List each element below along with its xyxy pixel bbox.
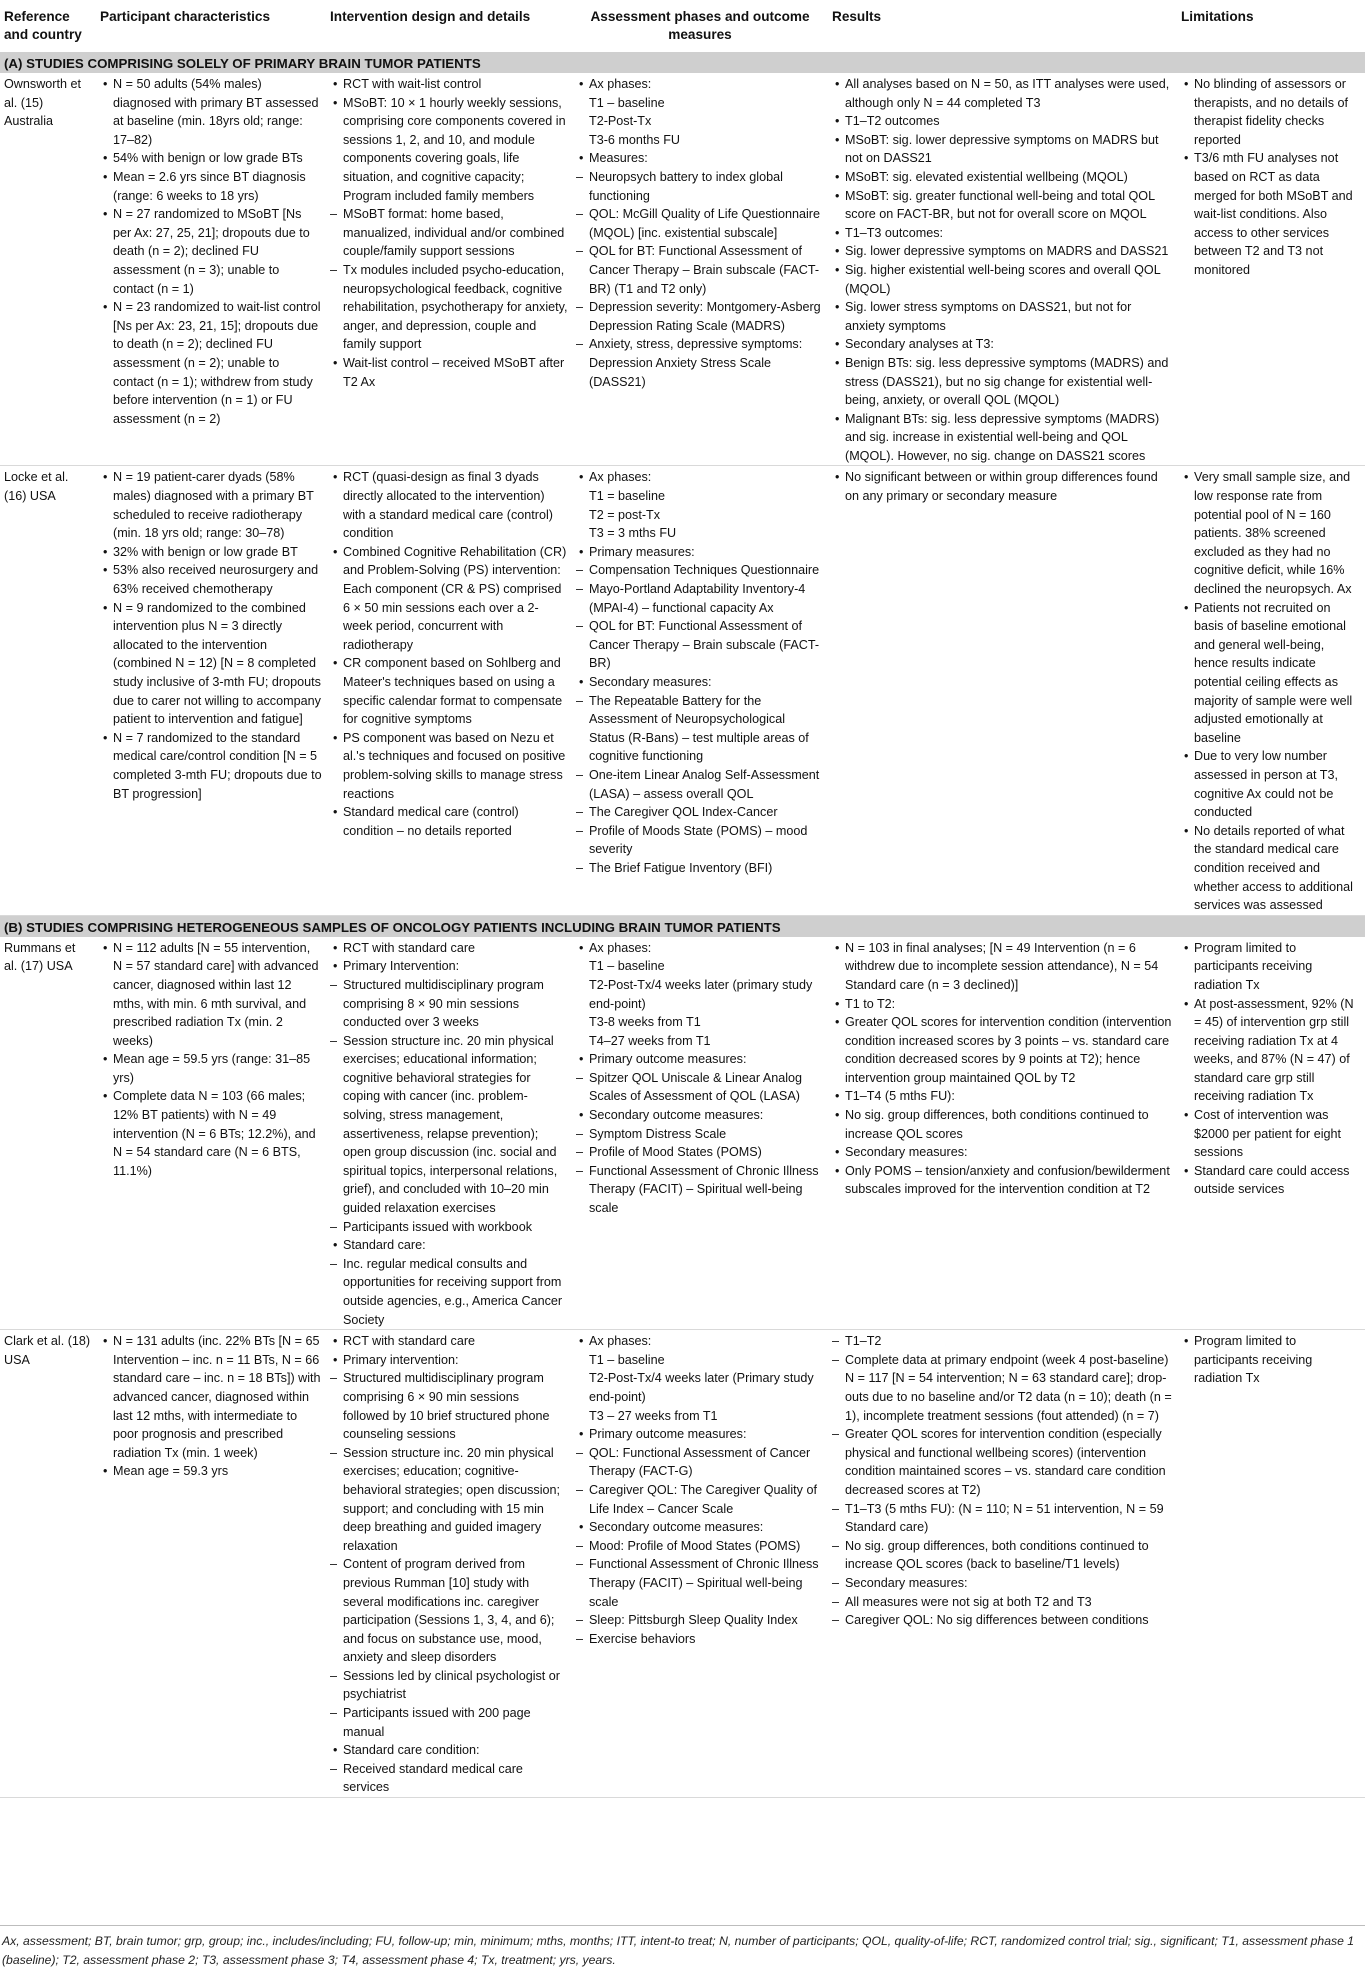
list-item: • Wait-list control – received MSoBT after T2 Ax <box>330 354 568 391</box>
list-item: • Very small sample size, and low response rate from potential pool of N = 160 patients. 38% screened excluded as they had no cognitive deficit, while 16% declined the neuropsych. Ax <box>1181 468 1361 598</box>
cell-list <box>100 1332 322 1481</box>
list-item: – QOL for BT: Functional Assessment of Cancer Therapy – Brain subscale (FACT-BR) <box>576 617 824 673</box>
study-row <box>0 1330 1365 1798</box>
assessment-cell <box>572 1330 828 1798</box>
list-item: • 54% with benign or low grade BTs <box>100 149 322 168</box>
list-item: • N = 103 in final analyses; [N = 49 Intervention (n = 6 withdrew due to incomplete session attendance), N = 54 Standard care (n = 3 declined)] <box>832 939 1173 995</box>
list-item: – Structured multidisciplinary program comprising 6 × 90 min sessions followed by 10 brief structured phone counseling sessions <box>330 1369 568 1443</box>
list-item: • T3/6 mth FU analyses not based on RCT as data merged for both MSoBT and wait-list conditions. Also access to other services between T2 and T3 not monitored <box>1181 149 1361 279</box>
list-item: • N = 9 randomized to the combined intervention plus N = 3 directly allocated to the intervention (combined N = 12) [N = 8 completed study inclusive of 3-mth FU; dropouts due to carer not willing to accompany patient to intervention and fatigue] <box>100 599 322 729</box>
list-item: – Session structure inc. 20 min physical exercises; educational information; cognitive behavioral strategies for coping with cancer (inc. problem-solving, stress management, assertiveness, relapse prevention); open group discussion (inc. social and spiritual topics, interpersonal relations, grief), and concluded with 10–20 min guided relaxation exercises <box>330 1032 568 1218</box>
list-item: • MSoBT: 10 × 1 hourly weekly sessions, comprising core components covered in sessions 1, 2, and 10, and module components covering goals, life situation, and cognitive capacity; Program included family members <box>330 94 568 206</box>
list-item: • Complete data N = 103 (66 males; 12% BT patients) with N = 49 intervention (N = 6 BTs; 12.2%), and N = 54 standard care (N = 6 BTS, 11.1%) <box>100 1087 322 1180</box>
list-item: • PS component was based on Nezu et al.'s techniques and focused on positive problem-solving skills to manage stress reactions <box>330 729 568 803</box>
list-item: – Profile of Mood States (POMS) <box>576 1143 824 1162</box>
list-item: – The Caregiver QOL Index-Cancer <box>576 803 824 822</box>
list-item: • Mean age = 59.5 yrs (range: 31–85 yrs) <box>100 1050 322 1087</box>
participants-cell <box>96 466 326 915</box>
list-item: – Mood: Profile of Mood States (POMS) <box>576 1537 824 1556</box>
list-item: – Functional Assessment of Chronic Illness Therapy (FACIT) – Spiritual well-being scale <box>576 1555 824 1611</box>
cell-list <box>576 1332 824 1648</box>
list-item: • Sig. higher existential well-being scores and overall QOL (MQOL) <box>832 261 1173 298</box>
list-item: – Sleep: Pittsburgh Sleep Quality Index <box>576 1611 824 1630</box>
list-item: • Standard medical care (control) condition – no details reported <box>330 803 568 840</box>
list-item: – Mayo-Portland Adaptability Inventory-4 (MPAI-4) – functional capacity Ax <box>576 580 824 617</box>
list-item: – Neuropsych battery to index global functioning <box>576 168 824 205</box>
list-item: • Secondary outcome measures: <box>576 1106 824 1125</box>
list-item: – Participants issued with 200 page manual <box>330 1704 568 1741</box>
intervention-cell <box>326 937 572 1330</box>
list-item: • All analyses based on N = 50, as ITT analyses were used, although only N = 44 completed T3 <box>832 75 1173 112</box>
list-item: • Standard care: <box>330 1236 568 1255</box>
header-intervention: Intervention design and details <box>330 9 531 24</box>
list-item: • T1–T3 outcomes: <box>832 224 1173 243</box>
list-item: – Sessions led by clinical psychologist or psychiatrist <box>330 1667 568 1704</box>
list-item: • Primary measures: <box>576 543 824 562</box>
cell-list <box>576 939 824 1218</box>
list-item: • Mean age = 59.3 yrs <box>100 1462 322 1481</box>
list-item: • T1 to T2: <box>832 995 1173 1014</box>
list-item: • Secondary analyses at T3: <box>832 335 1173 354</box>
list-item: • RCT with wait-list control <box>330 75 568 94</box>
cell-list <box>100 75 322 428</box>
list-item: • T1–T4 (5 mths FU): <box>832 1087 1173 1106</box>
cell-list <box>330 939 568 1329</box>
intervention-cell <box>326 466 572 915</box>
limitations-cell <box>1177 466 1365 915</box>
cell-list <box>330 75 568 391</box>
study-row <box>0 466 1365 915</box>
cell-list <box>832 75 1173 465</box>
list-item: T1 – baseline <box>589 1352 665 1367</box>
assessment-cell <box>572 73 828 466</box>
list-item: • MSoBT: sig. greater functional well-being and total QOL score on FACT-BR, but not for overall score on MQOL <box>832 187 1173 224</box>
list-item: • No significant between or within group differences found on any primary or secondary measure <box>832 468 1173 505</box>
list-item: • Primary outcome measures: <box>576 1050 824 1069</box>
list-item: – MSoBT format: home based, manualized, individual and/or combined couple/family support sessions <box>330 205 568 261</box>
list-item: • Primary Intervention: <box>330 957 568 976</box>
list-item: – Secondary measures: <box>832 1574 1173 1593</box>
ref-cell: Ownsworth et al. (15) Australia <box>0 73 96 466</box>
table-header <box>0 0 1365 52</box>
cell-list <box>330 1332 568 1797</box>
limitations-cell <box>1177 937 1365 1330</box>
list-item: – Profile of Moods State (POMS) – mood severity <box>576 822 824 859</box>
list-item: – No sig. group differences, both conditions continued to increase QOL scores (back to baseline/T1 levels) <box>832 1537 1173 1574</box>
section-a-title: (A) STUDIES COMPRISING SOLELY OF PRIMARY BRAIN TUMOR PATIENTS <box>0 52 1365 73</box>
list-item: – T1–T3 (5 mths FU): (N = 110; N = 51 intervention, N = 59 Standard care) <box>832 1500 1173 1537</box>
list-item: – Participants issued with workbook <box>330 1218 568 1237</box>
list-item: – Complete data at primary endpoint (week 4 post-baseline) N = 117 [N = 54 intervention; N = 63 standard care]; drop-outs due to no baseline and/or T2 data (n = 10); death (n = 1), incomplete treatment sessions (fout attended) (n = 7) <box>832 1351 1173 1425</box>
list-item: • 53% also received neurosurgery and 63% received chemotherapy <box>100 561 322 598</box>
list-item: • Sig. lower depressive symptoms on MADRS and DASS21 <box>832 242 1173 261</box>
list-item: – T1–T2 <box>832 1332 1173 1351</box>
section-b-row <box>0 915 1365 937</box>
intervention-cell <box>326 73 572 466</box>
header-row <box>0 0 1365 52</box>
list-item: • 32% with benign or low grade BT <box>100 543 322 562</box>
list-item: • Malignant BTs: sig. less depressive symptoms (MADRS) and sig. increase in existential well-being and QOL (MQOL). However, no sig. change on DASS21 scores <box>832 410 1173 466</box>
list-item: – Session structure inc. 20 min physical exercises; education; cognitive-behavioral strategies; open discussion; support; and concluding with 15 min deep breathing and guided imagery relaxation <box>330 1444 568 1556</box>
header-participants: Participant characteristics <box>100 9 271 24</box>
list-item: – Caregiver QOL: The Caregiver Quality of Life Index – Cancer Scale <box>576 1481 824 1518</box>
list-item: • Ax phases: <box>576 75 824 94</box>
list-item: – Compensation Techniques Questionnaire <box>576 561 824 580</box>
list-item: • Patients not recruited on basis of baseline emotional and general well-being, hence results indicate potential ceiling effects as majority of sample were well adjusted emotionally at baseline <box>1181 599 1361 748</box>
results-cell <box>828 466 1177 915</box>
list-item: • Combined Cognitive Rehabilitation (CR) and Problem-Solving (PS) intervention: Each component (CR & PS) comprised 6 × 50 min sessions each over a 2-week period, concurrent with radiotherapy <box>330 543 568 655</box>
list-item: • N = 7 randomized to the standard medical care/control condition [N = 5 completed 3-mth FU; dropouts due to BT progression] <box>100 729 322 803</box>
list-item: – Depression severity: Montgomery-Asberg Depression Rating Scale (MADRS) <box>576 298 824 335</box>
list-item: • No details reported of what the standard medical care condition received and whether access to additional services was assessed <box>1181 822 1361 915</box>
list-item: – Inc. regular medical consults and opportunities for receiving support from outside agencies, e.g., America Cancer Society <box>330 1255 568 1329</box>
list-item: • Primary outcome measures: <box>576 1425 824 1444</box>
list-item: • Program limited to participants receiving radiation Tx <box>1181 1332 1361 1388</box>
list-item: • At post-assessment, 92% (N = 45) of intervention grp still receiving radiation Tx at 4 weeks, and 87% (N = 47) of standard care grp still receiving radiation Tx <box>1181 995 1361 1107</box>
list-item: – The Brief Fatigue Inventory (BFI) <box>576 859 824 878</box>
list-item: – QOL for BT: Functional Assessment of Cancer Therapy – Brain subscale (FACT-BR) (T1 and T2 only) <box>576 242 824 298</box>
header-results: Results <box>832 9 882 24</box>
list-item: – All measures were not sig at both T2 and T3 <box>832 1593 1173 1612</box>
list-item: • Program limited to participants receiving radiation Tx <box>1181 939 1361 995</box>
participants-cell <box>96 937 326 1330</box>
cell-list <box>330 468 568 840</box>
cell-list <box>100 939 322 1181</box>
header-limitations: Limitations <box>1181 9 1254 24</box>
list-item: • RCT with standard care <box>330 1332 568 1351</box>
list-item: • N = 112 adults [N = 55 intervention, N = 57 standard care] with advanced cancer, diagnosed within last 12 mths, with min. 6 mth survival, and prescribed radiation Tx (min. 2 weeks) <box>100 939 322 1051</box>
cell-list <box>100 468 322 803</box>
list-item: • Ax phases: <box>576 468 824 487</box>
list-item: – Spitzer QOL Uniscale & Linear Analog Scales of Assessment of QOL (LASA) <box>576 1069 824 1106</box>
list-item: • N = 50 adults (54% males) diagnosed with primary BT assessed at baseline (min. 18yrs old; range: 17–82) <box>100 75 322 149</box>
footnote-divider <box>0 1925 1365 1926</box>
list-item: • Sig. lower stress symptoms on DASS21, but not for anxiety symptoms <box>832 298 1173 335</box>
list-item: • Mean = 2.6 yrs since BT diagnosis (range: 6 weeks to 18 yrs) <box>100 168 322 205</box>
list-item: T4–27 weeks from T1 <box>589 1033 711 1048</box>
study-row <box>0 73 1365 466</box>
cell-list <box>1181 939 1361 1199</box>
limitations-cell <box>1177 73 1365 466</box>
cell-list <box>576 75 824 391</box>
list-item: T3 = 3 mths FU <box>589 526 677 541</box>
list-item: • N = 27 randomized to MSoBT [Ns per Ax: 27, 25, 21]; dropouts due to death (n = 2); declined FU assessment (n = 3); unable to contact (n = 1) <box>100 205 322 298</box>
ref-cell: Clark et al. (18) USA <box>0 1330 96 1798</box>
list-item: • Ax phases: <box>576 939 824 958</box>
list-item: T2 = post-Tx <box>589 507 661 522</box>
section-b-title: (B) STUDIES COMPRISING HETEROGENEOUS SAMPLES OF ONCOLOGY PATIENTS INCLUDING BRAIN TUMOR PATIENTS <box>0 915 1365 937</box>
results-cell <box>828 937 1177 1330</box>
list-item: • Secondary outcome measures: <box>576 1518 824 1537</box>
list-item: • CR component based on Sohlberg and Mateer's techniques based on using a specific calendar format to compensate for cognitive symptoms <box>330 654 568 728</box>
table-footnote: Ax, assessment; BT, brain tumor; grp, group; inc., includes/including; FU, follow-up; min, minimum; mths, months; ITT, intent-to treat; N, number of participants; QOL, quality-of-life; RCT, randomized control trial; sig., significant; T1, assessment phase 1 (baseline); T2, assessment phase 2; T3, assessment phase 3; T4, assessment phase 4; Tx, treatment; yrs, years. <box>2 1934 1355 1967</box>
list-item: T1 – baseline <box>589 95 665 110</box>
study-row <box>0 937 1365 1330</box>
list-item: T3-8 weeks from T1 <box>589 1015 701 1030</box>
list-item: • Due to very low number assessed in person at T3, cognitive Ax could not be conducted <box>1181 747 1361 821</box>
list-item: – Received standard medical care services <box>330 1760 568 1797</box>
cell-list <box>1181 75 1361 280</box>
list-item: T2-Post-Tx <box>589 114 652 129</box>
list-item: • Primary intervention: <box>330 1351 568 1370</box>
participants-cell <box>96 1330 326 1798</box>
limitations-cell <box>1177 1330 1365 1798</box>
cell-list <box>832 1332 1173 1630</box>
list-item: • Only POMS – tension/anxiety and confusion/bewilderment subscales improved for the intervention condition at T2 <box>832 1162 1173 1199</box>
results-cell <box>828 1330 1177 1798</box>
list-item: – Caregiver QOL: No sig differences between conditions <box>832 1611 1173 1630</box>
list-item: – QOL: McGill Quality of Life Questionnaire (MQOL) [inc. existential subscale] <box>576 205 824 242</box>
list-item: • T1–T2 outcomes <box>832 112 1173 131</box>
list-item: – QOL: Functional Assessment of Cancer Therapy (FACT-G) <box>576 1444 824 1481</box>
intervention-cell <box>326 1330 572 1798</box>
list-item: • N = 19 patient-carer dyads (58% males) diagnosed with a primary BT scheduled to receive radiotherapy (min. 18 yrs old; range: 30–78) <box>100 468 322 542</box>
list-item: – Tx modules included psycho-education, neuropsychological feedback, cognitive rehabilitation, psychotherapy for anxiety, anger, and depression, couple and family support <box>330 261 568 354</box>
ref-cell: Locke et al. (16) USA <box>0 466 96 915</box>
list-item: • Secondary measures: <box>576 673 824 692</box>
list-item: – Functional Assessment of Chronic Illness Therapy (FACIT) – Spiritual well-being scale <box>576 1162 824 1218</box>
list-item: • Measures: <box>576 149 824 168</box>
list-item: • Standard care condition: <box>330 1741 568 1760</box>
list-item: T2-Post-Tx/4 weeks later (Primary study end-point) <box>589 1371 814 1404</box>
assessment-cell <box>572 466 828 915</box>
list-item: • Standard care could access outside services <box>1181 1162 1361 1199</box>
header-assessment: Assessment phases and outcome measures <box>590 9 810 42</box>
list-item: • RCT with standard care <box>330 939 568 958</box>
list-item: • Benign BTs: sig. less depressive symptoms (MADRS) and stress (DASS21), but no sig change for existential well-being, anxiety, or overall QOL (MQOL) <box>832 354 1173 410</box>
list-item: • No sig. group differences, both conditions continued to increase QOL scores <box>832 1106 1173 1143</box>
list-item: • N = 23 randomized to wait-list control [Ns per Ax: 23, 21, 15]; dropouts due to death (n = 2); declined FU assessment (n = 2); unable to contact (n = 1); withdrew from study before intervention (n = 1) or FU assessment (n = 2) <box>100 298 322 428</box>
list-item: • Ax phases: <box>576 1332 824 1351</box>
list-item: • MSoBT: sig. lower depressive symptoms on MADRS but not on DASS21 <box>832 131 1173 168</box>
list-item: – Anxiety, stress, depressive symptoms: Depression Anxiety Stress Scale (DASS21) <box>576 335 824 391</box>
list-item: – Structured multidisciplinary program comprising 8 × 90 min sessions conducted over 3 weeks <box>330 976 568 1032</box>
list-item: – Symptom Distress Scale <box>576 1125 824 1144</box>
cell-list <box>832 939 1173 1199</box>
list-item: T3-6 months FU <box>589 132 680 147</box>
list-item: • Cost of intervention was $2000 per patient for eight sessions <box>1181 1106 1361 1162</box>
cell-list <box>1181 1332 1361 1388</box>
results-cell <box>828 73 1177 466</box>
section-a-row <box>0 52 1365 73</box>
list-item: – Exercise behaviors <box>576 1630 824 1649</box>
list-item: – Greater QOL scores for intervention condition (especially physical and functional wellbeing scores) (intervention condition maintained scores – vs. standard care condition decreased scores at T2) <box>832 1425 1173 1499</box>
list-item: • Greater QOL scores for intervention condition (intervention condition increased scores by 3 points – vs. standard care condition decreased scores by 9 points at T2); hence intervention group maintained QOL by T2 <box>832 1013 1173 1087</box>
participants-cell <box>96 73 326 466</box>
list-item: T3 – 27 weeks from T1 <box>589 1408 718 1423</box>
list-item: T1 – baseline <box>589 959 665 974</box>
list-item: – The Repeatable Battery for the Assessment of Neuropsychological Status (R-Bans) – test multiple areas of cognitive functioning <box>576 692 824 766</box>
ref-cell: Rummans et al. (17) USA <box>0 937 96 1330</box>
list-item: • MSoBT: sig. elevated existential wellbeing (MQOL) <box>832 168 1173 187</box>
list-item: – Content of program derived from previous Rumman [10] study with several modifications inc. caregiver participation (Sessions 1, 3, 4, and 6); and focus on substance use, mood, anxiety and sleep disorders <box>330 1555 568 1667</box>
list-item: • RCT (quasi-design as final 3 dyads directly allocated to the intervention) with a standard medical care (control) condition <box>330 468 568 542</box>
list-item: T1 = baseline <box>589 489 665 504</box>
cell-list <box>1181 468 1361 914</box>
list-item: • N = 131 adults (inc. 22% BTs [N = 65 Intervention – inc. n = 11 BTs, N = 66 standard care – inc. n = 18 BTs]) with advanced cancer, diagnosed within last 12 mths, with intermediate to poor prognosis and prescribed radiation Tx (min. 1 week) <box>100 1332 322 1462</box>
list-item: – One-item Linear Analog Self-Assessment (LASA) – assess overall QOL <box>576 766 824 803</box>
cell-list <box>832 468 1173 505</box>
list-item: • No blinding of assessors or therapists, and no details of therapist fidelity checks reported <box>1181 75 1361 149</box>
cell-list <box>576 468 824 877</box>
header-ref: Reference and country <box>4 9 82 42</box>
assessment-cell <box>572 937 828 1330</box>
list-item: T2-Post-Tx/4 weeks later (primary study end-point) <box>589 977 813 1011</box>
list-item: • Secondary measures: <box>832 1143 1173 1162</box>
